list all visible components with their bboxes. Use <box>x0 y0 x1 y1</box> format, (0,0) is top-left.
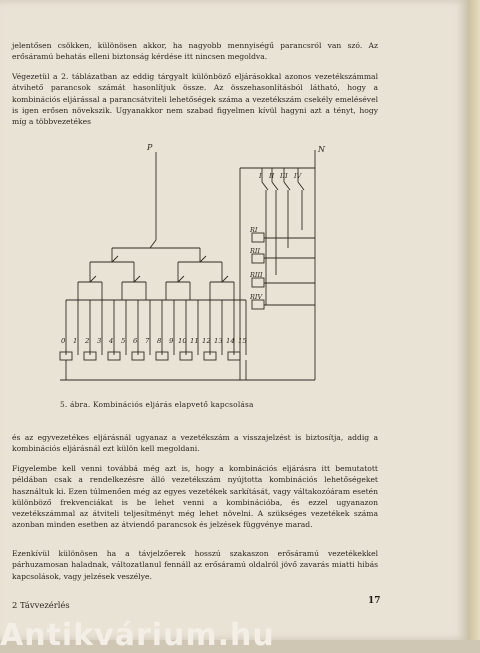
top-label: IV <box>294 172 302 180</box>
output-label: 7 <box>145 337 150 345</box>
relay-labels <box>249 226 263 301</box>
output-labels <box>61 337 247 345</box>
output-label: 8 <box>157 337 162 345</box>
figure-caption: 5. ábra. Kombinációs eljárás elapvető kapcsolása <box>60 400 254 409</box>
output-label: 2 <box>85 337 90 345</box>
relay-label: RIV <box>250 293 263 301</box>
output-label: 15 <box>238 337 247 345</box>
output-label: 10 <box>178 337 187 345</box>
output-label: 0 <box>61 337 66 345</box>
output-label: 11 <box>190 337 199 345</box>
output-label: 1 <box>73 337 78 345</box>
top-label: III <box>280 172 288 180</box>
relay-label: RIII <box>250 271 263 279</box>
paragraph-2: Végezetül a 2. táblázatban az eddig tárgyalt különböző eljárásokkal azonos vezetékszámmal átvihető parancsok számát hasonlítjuk össze. Az összehasonlításból látható, hogy a kombinációs eljárással a parancsátviteli lehetőségek száma a vezetékszám csekély emelésével is igen erősen növekszik. Ugyanakkor nem szabad figyelmen kívül hagyni azt a tényt, hogy míg a többvezetékes <box>12 72 378 127</box>
watermark: Antikvárium.hu <box>0 618 275 653</box>
top-label: II <box>269 172 275 180</box>
paragraph-5: Ezenkívül különösen ha a távjelzőerek hosszú szakaszon erősáramú vezetékekkel párhuzamosan haladnak, változatlanul fennáll az erősáramú oldalról jövő zavarás miatti hibás kapcsolások, vagy jelzések veszélye. <box>12 549 378 581</box>
top-label: I <box>259 172 262 180</box>
output-label: 13 <box>214 337 223 345</box>
paragraph-1: jelentősen csökken, különösen akkor, ha nagyobb mennyiségű parancsról van szó. Az erősáramú behatás elleni biztonság kérdése itt nincsen megoldva. <box>12 41 378 62</box>
paragraph-3: és az egyvezetékes eljárásnál ugyanaz a vezetékszám a visszajelzést is biztosítja, addig a kombinációs eljárásnál ezt külön kell megoldani. <box>12 433 378 454</box>
page-number: 17 <box>368 596 381 606</box>
rail-n-label: N <box>318 145 325 154</box>
output-label: 4 <box>109 337 114 345</box>
section-footer: 2 Távvezérlés <box>12 600 70 610</box>
output-label: 14 <box>226 337 235 345</box>
top-labels <box>258 172 303 180</box>
relay-label: RII <box>250 247 261 255</box>
paragraph-4: Figyelembe kell venni továbbá még azt is, hogy a kombinációs eljárásra itt bemutatott példában csak a rendelkezésre álló vezetékszám nyújtotta kombinációs lehetőségeket használtuk ki. Ezen túlmenően még az egyes vezetékek sarkítását, vagy váltakozóáram esetén különböző frekvenciákat is be lehet venni a kombinációba, és ezzel ugyanazon vezetékszámmal az átviteli teljesítményt még lehet növelni. A szükséges vezetékek száma azonban minden esetben az átviendő parancsok és jelzések függvénye marad. <box>12 464 378 530</box>
rail-p-label: P <box>147 143 153 152</box>
output-label: 3 <box>97 337 102 345</box>
output-label: 6 <box>133 337 138 345</box>
output-label: 9 <box>169 337 174 345</box>
relay-label: RI <box>250 226 258 234</box>
output-label: 5 <box>121 337 126 345</box>
output-label: 12 <box>202 337 211 345</box>
